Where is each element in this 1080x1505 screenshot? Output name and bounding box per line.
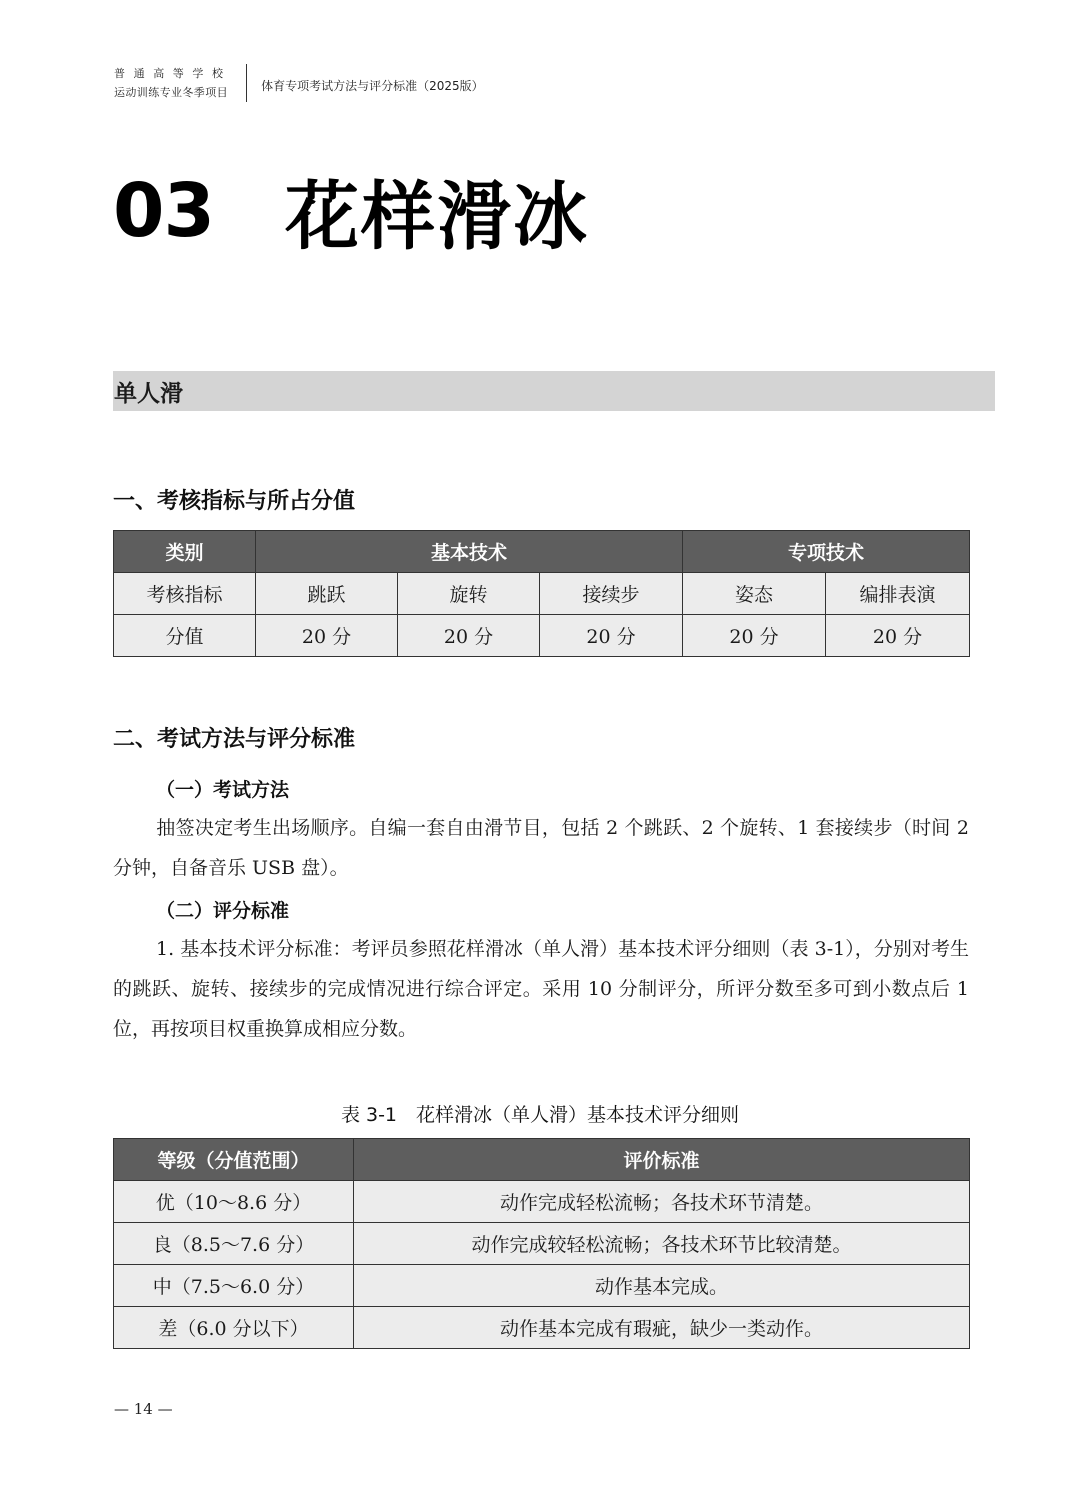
sub1-paragraph	[113, 808, 969, 888]
table-cell: 20 分	[398, 615, 540, 657]
table-cell: 姿态	[683, 573, 826, 615]
header-doc-title: 体育专项考试方法与评分标准（2025版）	[261, 78, 484, 93]
grade-cell: 差（6.0 分以下）	[114, 1307, 354, 1349]
grade-cell: 中（7.5～6.0 分）	[114, 1265, 354, 1307]
sub2-heading: （二）评分标准	[156, 900, 290, 922]
grade-cell: 良（8.5～7.6 分）	[114, 1223, 354, 1265]
table-row	[114, 1223, 970, 1265]
header-divider	[246, 64, 248, 102]
running-header	[114, 64, 484, 102]
criteria-cell: 动作基本完成。	[354, 1265, 970, 1307]
header-special-technique: 专项技术	[683, 531, 970, 573]
table-caption: 表 3-1 花样滑冰（单人滑）基本技术评分细则	[340, 1104, 740, 1126]
header-category: 类别	[114, 531, 256, 573]
sub1-text: 抽签决定考生出场顺序。自编一套自由滑节目，包括 2 个跳跃、2 个旋转、1 套接续步（时间 2 分钟，自备音乐 USB 盘）。	[113, 817, 969, 879]
table-row	[114, 1181, 970, 1223]
header-left	[114, 64, 232, 102]
chapter-number: 03	[113, 168, 214, 254]
sub2-text: 1. 基本技术评分标准：考评员参照花样滑冰（单人滑）基本技术评分细则（表 3-1），分别对考生的跳跃、旋转、接续步的完成情况进行综合评定。采用 10 分制评分，所评分数至多可到小数点后 1 位，再按项目权重换算成相应分数。	[113, 938, 969, 1040]
part1-heading: 一、考核指标与所占分值	[113, 489, 356, 514]
section-title: 单人滑	[114, 380, 183, 407]
table-header-row	[114, 531, 970, 573]
criteria-cell: 动作完成较轻松流畅；各技术环节比较清楚。	[354, 1223, 970, 1265]
section-bar	[113, 371, 995, 411]
row-label: 分值	[114, 615, 256, 657]
header-grade: 等级（分值范围）	[114, 1139, 354, 1181]
header-basic-technique: 基本技术	[256, 531, 683, 573]
row-label: 考核指标	[114, 573, 256, 615]
header-school: 普通高等学校	[114, 67, 232, 80]
table-header-row	[114, 1139, 970, 1181]
criteria-cell: 动作完成轻松流畅；各技术环节清楚。	[354, 1181, 970, 1223]
score-weight-table	[113, 530, 970, 657]
table-cell: 旋转	[398, 573, 540, 615]
table-cell: 20 分	[256, 615, 398, 657]
table-row	[114, 1265, 970, 1307]
table-cell: 跳跃	[256, 573, 398, 615]
page-number: — 14 —	[114, 1400, 173, 1418]
scoring-detail-table	[113, 1138, 970, 1349]
chapter-heading	[113, 158, 589, 264]
table-cell: 20 分	[683, 615, 826, 657]
sub1-heading: （一）考试方法	[156, 779, 290, 801]
table-cell: 20 分	[826, 615, 970, 657]
header-program: 运动训练专业冬季项目	[114, 86, 228, 99]
table-row	[114, 615, 970, 657]
table-row	[114, 1307, 970, 1349]
chapter-title: 花样滑冰	[285, 174, 589, 260]
grade-cell: 优（10～8.6 分）	[114, 1181, 354, 1223]
table-row	[114, 573, 970, 615]
sub2-paragraph	[113, 929, 969, 1049]
part2-heading: 二、考试方法与评分标准	[113, 727, 356, 752]
table-cell: 编排表演	[826, 573, 970, 615]
table-cell: 20 分	[540, 615, 683, 657]
table-cell: 接续步	[540, 573, 683, 615]
criteria-cell: 动作基本完成有瑕疵，缺少一类动作。	[354, 1307, 970, 1349]
header-criteria: 评价标准	[354, 1139, 970, 1181]
